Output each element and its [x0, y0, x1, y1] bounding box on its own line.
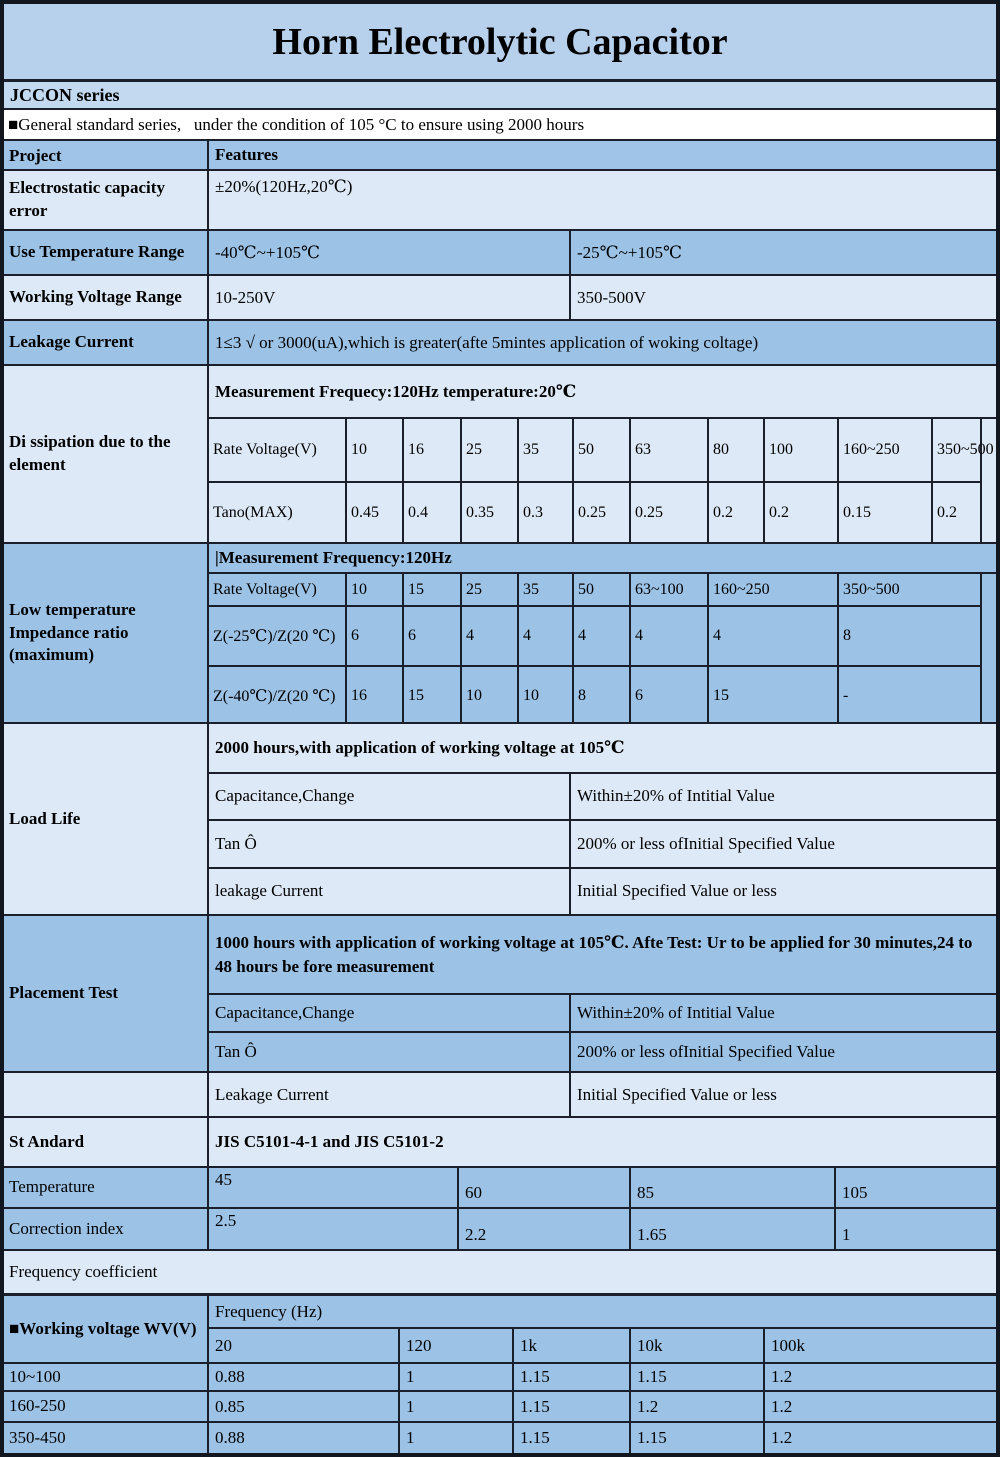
z40-value: 10 — [518, 666, 573, 724]
rate-value: 350~500 — [932, 419, 981, 482]
rate-value: 160~250 — [708, 574, 838, 606]
coefficient-value: 1 — [400, 1423, 514, 1453]
working-voltage-wv-label: ■Working voltage WV(V) — [4, 1296, 209, 1362]
coefficient-value: 1.15 — [514, 1364, 631, 1390]
coefficient-value: 0.88 — [209, 1364, 400, 1390]
coefficient-value: 0.88 — [209, 1423, 400, 1453]
tano-row-label: Tano(MAX) — [209, 482, 346, 542]
item-name: Capacitance,Change — [209, 995, 571, 1031]
standard-value: JIS C5101-4-1 and JIS C5101-2 — [215, 1132, 444, 1151]
placement-item — [209, 1033, 996, 1071]
dissipation-rate-row — [209, 419, 981, 482]
z40-value: 15 — [708, 666, 838, 724]
tano-value: 0.25 — [573, 482, 630, 542]
use-temp-value-2: -25℃~+105℃ — [577, 242, 682, 262]
impedance-z40-row — [209, 666, 981, 724]
freq-col-header: 20 — [209, 1329, 400, 1362]
row-working-voltage — [4, 276, 996, 321]
freq-data-row — [4, 1364, 996, 1392]
tano-value: 0.2 — [764, 482, 838, 542]
item-spec: Within±20% of Intitial Value — [577, 786, 775, 806]
z40-value: 6 — [630, 666, 708, 724]
item-spec: Within±20% of Intitial Value — [577, 1002, 775, 1022]
correction-value: 2.2 — [459, 1209, 631, 1249]
z40-row-label: Z(-40℃)/Z(20 ℃) — [209, 666, 346, 724]
row-use-temperature — [4, 231, 996, 276]
subtitle-row — [4, 110, 996, 141]
rate-value: 35 — [518, 419, 573, 482]
dissipation-tano-row — [209, 482, 981, 542]
tano-value: 0.35 — [461, 482, 518, 542]
temperature-label: Temperature — [4, 1168, 209, 1207]
rate-value: 25 — [461, 419, 518, 482]
impedance-z25-row — [209, 606, 981, 666]
dissipation-features — [209, 366, 996, 542]
page-title: Horn Electrolytic Capacitor — [4, 4, 996, 82]
row-frequency-coefficient: Frequency coefficient — [4, 1251, 996, 1296]
row-freq-header — [4, 1296, 996, 1364]
z40-value: 10 — [461, 666, 518, 724]
load-life-label: Load Life — [4, 724, 209, 914]
leakage-label: Leakage Current — [4, 321, 209, 364]
coefficient-value: 1.2 — [771, 1396, 793, 1416]
z25-value: 4 — [518, 606, 573, 666]
rate-value: 63~100 — [630, 574, 708, 606]
tano-value: 0.4 — [403, 482, 461, 542]
rate-value: 350~500 — [838, 574, 981, 606]
rate-value: 25 — [461, 574, 518, 606]
item-name: Tan Ô — [209, 821, 571, 866]
freq-col-header: 10k — [631, 1329, 765, 1362]
row-dissipation — [4, 366, 996, 544]
tano-value: 0.25 — [630, 482, 708, 542]
table-header-row — [4, 141, 996, 171]
voltage-range-label: 350-450 — [4, 1423, 209, 1453]
dissipation-condition: Measurement Frequecy:120Hz temperature:20℃ — [209, 366, 996, 419]
low-temp-features — [209, 544, 996, 722]
low-temp-rate-row — [209, 574, 981, 606]
coefficient-value: 1.2 — [771, 1367, 793, 1386]
low-temp-table — [209, 574, 982, 724]
z25-value: 4 — [630, 606, 708, 666]
row-placement-test — [4, 916, 996, 1073]
rate-value: 10 — [346, 419, 403, 482]
rate-value: 16 — [403, 419, 461, 482]
subtitle-text: ■General standard series, under the condition of 105 °C to ensure using 2000 hours — [8, 114, 585, 134]
tano-value: 0.2 — [708, 482, 764, 542]
use-temp-label: Use Temperature Range — [4, 231, 209, 274]
correction-value: 2.5 — [209, 1209, 459, 1249]
coefficient-value: 1.15 — [514, 1423, 631, 1453]
use-temp-values — [209, 231, 996, 274]
low-temp-label: Low temperature Impedance ratio (maximum) — [4, 544, 209, 722]
item-name: Capacitance,Change — [209, 774, 571, 819]
freq-row-values — [209, 1423, 996, 1453]
series-label: JCCON series — [4, 82, 996, 110]
rate-value: 50 — [573, 574, 630, 606]
correction-index-label: Correction index — [4, 1209, 209, 1249]
low-temp-condition: |Measurement Frequency:120Hz — [209, 544, 996, 574]
temperature-value: 85 — [631, 1168, 836, 1207]
dissipation-label: Di ssipation due to the element — [4, 366, 209, 542]
rate-value: 35 — [518, 574, 573, 606]
freq-columns — [209, 1329, 996, 1362]
empty-project-cell — [4, 1073, 209, 1116]
temperature-value: 45 — [209, 1168, 459, 1207]
rate-value: 160~250 — [838, 419, 932, 482]
z25-value: 6 — [403, 606, 461, 666]
working-voltage-value-2: 350-500V — [577, 287, 646, 307]
z40-value: 8 — [573, 666, 630, 724]
row-capacity-error — [4, 171, 996, 231]
rate-value: 15 — [403, 574, 461, 606]
freq-row-values — [209, 1364, 996, 1390]
placement-leakage-values — [209, 1073, 996, 1116]
tano-value: 0.15 — [838, 482, 932, 542]
working-voltage-value-1: 10-250V — [209, 276, 571, 319]
working-voltage-values — [209, 276, 996, 319]
standard-label: St Andard — [4, 1118, 209, 1166]
voltage-range-label: 160-250 — [4, 1392, 209, 1421]
item-name: leakage Current — [209, 869, 571, 914]
correction-value: 1 — [842, 1225, 851, 1244]
temperature-values — [209, 1168, 996, 1207]
z25-value: 4 — [573, 606, 630, 666]
row-low-temperature — [4, 544, 996, 724]
row-standard — [4, 1118, 996, 1168]
frequency-hz-label: Frequency (Hz) — [209, 1296, 996, 1329]
item-spec: Initial Specified Value or less — [577, 881, 777, 901]
coefficient-value: 0.85 — [209, 1392, 400, 1421]
placement-item — [209, 995, 996, 1033]
placement-features — [209, 916, 996, 1071]
freq-col-header: 120 — [400, 1329, 514, 1362]
rate-value: 63 — [630, 419, 708, 482]
rate-value: 10 — [346, 574, 403, 606]
use-temp-value-1: -40℃~+105℃ — [209, 231, 571, 274]
item-name: Tan Ô — [209, 1033, 571, 1071]
coefficient-value: 1.15 — [631, 1423, 765, 1453]
item-spec: Initial Specified Value or less — [577, 1084, 777, 1104]
row-placement-leakage — [4, 1073, 996, 1118]
freq-row-values — [209, 1392, 996, 1421]
working-voltage-label: Working Voltage Range — [4, 276, 209, 319]
tano-value: 0.2 — [932, 482, 981, 542]
col-header-project: Project — [4, 141, 209, 169]
freq-col-header: 100k — [771, 1335, 805, 1355]
row-load-life — [4, 724, 996, 916]
coefficient-value: 1.15 — [631, 1364, 765, 1390]
placement-test-label: Placement Test — [4, 916, 209, 1071]
z25-value: 8 — [838, 606, 981, 666]
freq-data-row — [4, 1423, 996, 1453]
leakage-value: 1≤3 √ or 3000(uA),which is greater(afte 5mintes application of woking coltage) — [215, 332, 759, 352]
rate-value: 80 — [708, 419, 764, 482]
rate-voltage-row-label: Rate Voltage(V) — [209, 574, 346, 606]
z25-row-label: Z(-25℃)/Z(20 ℃) — [209, 606, 346, 666]
z25-value: 4 — [708, 606, 838, 666]
load-life-item — [209, 821, 996, 868]
temperature-value: 60 — [459, 1168, 631, 1207]
row-temperature — [4, 1168, 996, 1209]
row-correction-index — [4, 1209, 996, 1251]
col-header-features: Features — [215, 145, 278, 164]
coefficient-value: 1 — [400, 1364, 514, 1390]
correction-values — [209, 1209, 996, 1249]
z25-value: 4 — [461, 606, 518, 666]
item-spec: 200% or less ofInitial Specified Value — [577, 1041, 835, 1061]
dissipation-table — [209, 419, 994, 542]
coefficient-value: 1.2 — [771, 1428, 793, 1447]
freq-data-row — [4, 1392, 996, 1423]
load-life-item — [209, 869, 996, 914]
load-life-features — [209, 724, 996, 914]
tano-value: 0.45 — [346, 482, 403, 542]
tano-value: 0.3 — [518, 482, 573, 542]
row-leakage-current — [4, 321, 996, 366]
coefficient-value: 1 — [400, 1392, 514, 1421]
z40-value: - — [838, 666, 981, 724]
coefficient-value: 1.2 — [631, 1392, 765, 1421]
load-life-item — [209, 774, 996, 821]
voltage-range-label: 10~100 — [4, 1364, 209, 1390]
rate-voltage-row-label: Rate Voltage(V) — [209, 419, 346, 482]
capacity-error-value: ±20%(120Hz,20℃) — [215, 177, 353, 196]
z25-value: 6 — [346, 606, 403, 666]
capacity-error-label: Electrostatic capacity error — [4, 171, 209, 229]
placement-condition: 1000 hours with application of working voltage at 105℃. Afte Test: Ur to be applied for 30 minutes,24 to 48 hours be fore measurement — [209, 916, 996, 995]
freq-col-header: 1k — [514, 1329, 631, 1362]
correction-value: 1.65 — [631, 1209, 836, 1249]
item-name: Leakage Current — [209, 1073, 571, 1116]
z40-value: 16 — [346, 666, 403, 724]
rate-value: 50 — [573, 419, 630, 482]
z40-value: 15 — [403, 666, 461, 724]
rate-value: 100 — [764, 419, 838, 482]
freq-header-right — [209, 1296, 996, 1362]
load-life-condition: 2000 hours,with application of working voltage at 105℃ — [209, 724, 996, 774]
item-spec: 200% or less ofInitial Specified Value — [577, 833, 835, 853]
temperature-value: 105 — [842, 1183, 868, 1202]
coefficient-value: 1.15 — [514, 1392, 631, 1421]
